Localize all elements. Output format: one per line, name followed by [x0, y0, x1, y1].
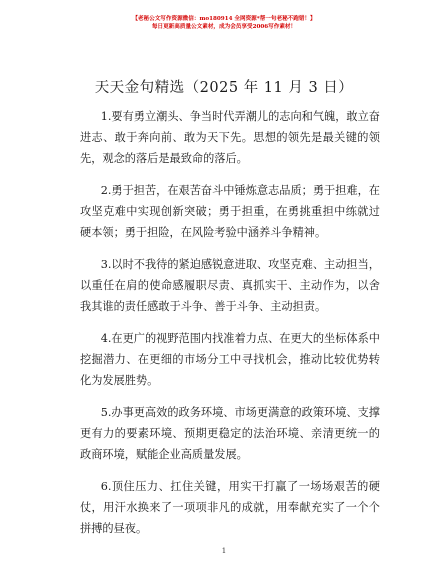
promo-banner-line1: 【老秘公文写作资源微信：mo180914 全网资源*帮一句老秘不跑错！】: [132, 16, 316, 22]
paragraph-1: 1.要有勇立潮头、争当时代弄潮儿的志向和气魄，敢立奋进志、敢于奔向前、敢为天下先。思想的领先是最关键的领先，观念的落后是最致命的落后。: [80, 110, 380, 165]
paragraph-6: 6.顶住压力、扛住关键，用实干打赢了一场场艰苦的硬仗，用汗水换来了一项项非凡的成就，用奉献充实了一个个拼搏的昼夜。: [80, 480, 380, 535]
paragraph-4: 4.在更广的视野范围内找准着力点、在更大的坐标体系中挖掘潜力、在更细的市场分工中寻找机会，推动比较优势转化为发展胜势。: [80, 332, 380, 387]
paragraph-2: 2.勇于担苦，在艰苦奋斗中锤炼意志品质；勇于担难，在攻坚克难中实现创新突破；勇于担重，在勇挑重担中练就过硬本领；勇于担险，在风险考验中涵养斗争精神。: [80, 184, 380, 239]
promo-banner-line2: 每日更新高质量公文素材，成为会员享受2006写作素材！: [151, 24, 297, 30]
paragraph-3: 3.以时不我待的紧迫感锐意进取、攻坚克难、主动担当，以重任在肩的使命感履职尽责、真抓实干、主动作为，以舍我其谁的责任感敢于斗争、善于斗争、主动担责。: [80, 258, 380, 313]
paragraph-5: 5.办事更高效的政务环境、市场更满意的政策环境、支撑更有力的要素环境、预期更稳定的法治环境、亲清更统一的政商环境，赋能企业高质量发展。: [80, 406, 380, 461]
document-title: 天天金句精选（2025 年 11 月 3 日）: [94, 80, 354, 96]
page-number: 1: [221, 547, 227, 555]
document-body: [80, 106, 380, 550]
